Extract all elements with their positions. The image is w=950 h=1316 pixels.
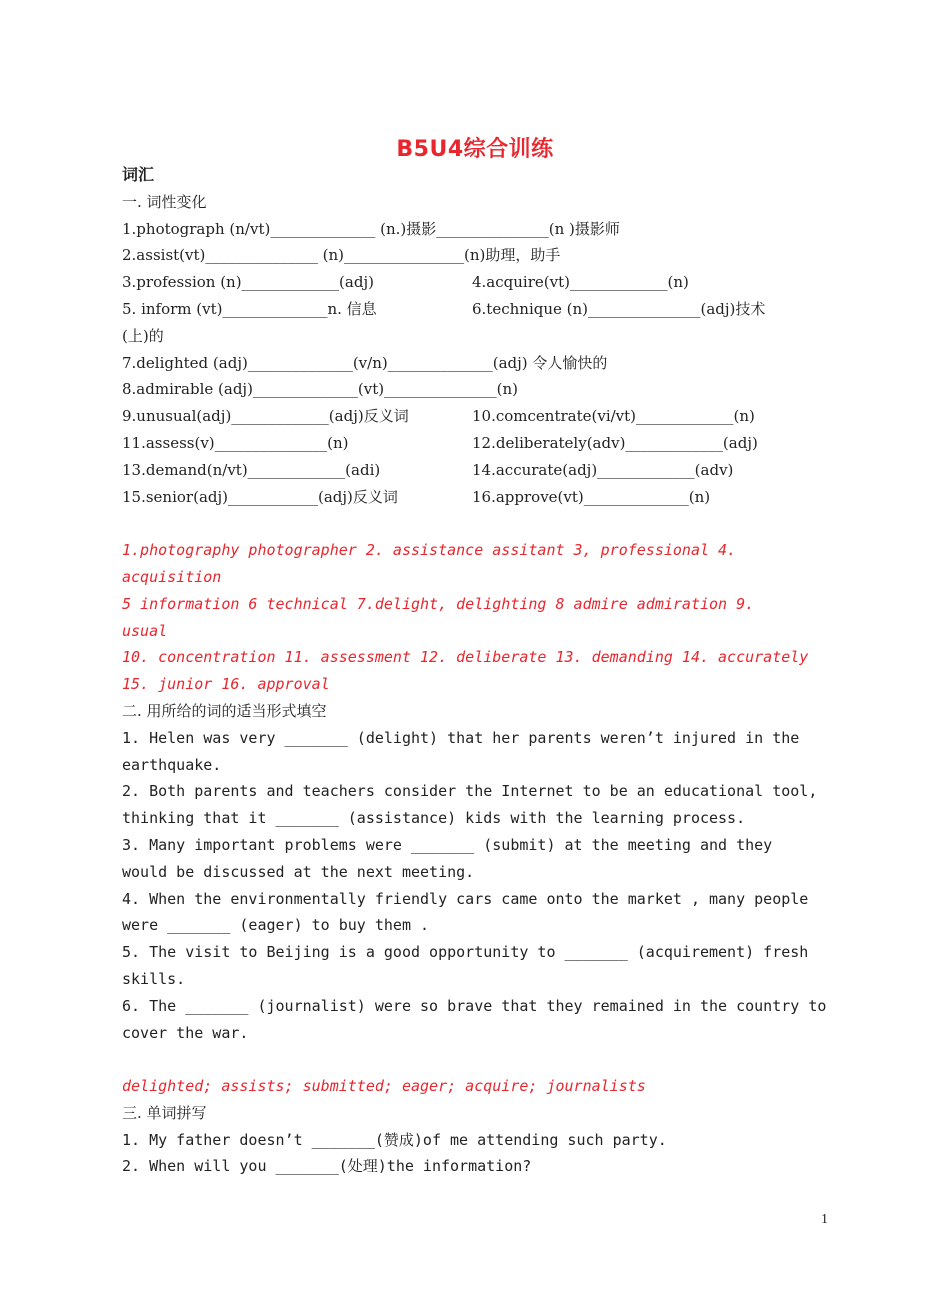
answer-line: acquisition	[122, 567, 222, 586]
exercise-line	[122, 269, 828, 296]
exercise-item: 5. inform (vt)______________n. 信息	[122, 299, 377, 318]
exercise-item: 12.deliberately(adv)_____________(adj)	[472, 433, 758, 452]
spacer	[122, 510, 828, 537]
exercise-line: (上)的	[122, 326, 164, 345]
exercise-line	[122, 296, 828, 323]
exercise-line: 1. My father doesn’t _______(赞成)of me attending such party.	[122, 1130, 667, 1149]
exercise-item: 14.accurate(adj)_____________(adv)	[472, 460, 734, 479]
exercise-line: would be discussed at the next meeting.	[122, 862, 475, 881]
answer-line: 10. concentration 11. assessment 12. deliberate 13. demanding 14. accurately	[122, 648, 809, 667]
document-body	[122, 162, 828, 1180]
exercise-item: 11.assess(v)_______________(n)	[122, 433, 349, 452]
exercise-line: 3. Many important problems were _______ (submit) at the meeting and they	[122, 835, 773, 854]
exercise-line: 1. Helen was very _______ (delight) that her parents weren’t injured in the	[122, 728, 800, 747]
answer-line: 1.photography photographer 2. assistance assitant 3, professional 4.	[122, 541, 737, 560]
exercise-line: 1.photograph (n/vt)______________ (n.)摄影_______________(n )摄影师	[122, 219, 620, 238]
exercise-line	[122, 430, 828, 457]
exercise-line	[122, 457, 828, 484]
exercise-item: 10.comcentrate(vi/vt)_____________(n)	[472, 407, 755, 426]
part2-heading: 二. 用所给的词的适当形式填空	[122, 701, 327, 720]
exercise-line: 5. The visit to Beijing is a good opportunity to _______ (acquirement) fresh	[122, 943, 809, 962]
exercise-item: 6.technique (n)_______________(adj)技术	[472, 299, 766, 318]
page-number: 1	[821, 1212, 828, 1227]
exercise-line: 7.delighted (adj)______________(v/n)______________(adj) 令人愉快的	[122, 353, 608, 372]
exercise-item: 4.acquire(vt)_____________(n)	[472, 273, 689, 292]
answer-line: 15. junior 16. approval	[122, 675, 330, 694]
spacer	[122, 1046, 828, 1073]
exercise-line: 8.admirable (adj)______________(vt)_______________(n)	[122, 380, 519, 399]
exercise-line: thinking that it _______ (assistance) kids with the learning process.	[122, 809, 746, 828]
part1-heading: 一. 词性变化	[122, 192, 207, 211]
section-heading-vocab: 词汇	[122, 165, 155, 184]
exercise-line: 2. Both parents and teachers consider the Internet to be an educational tool,	[122, 782, 818, 801]
exercise-item: 15.senior(adj)____________(adj)反义词	[122, 487, 398, 506]
exercise-line	[122, 403, 828, 430]
exercise-line: 4. When the environmentally friendly cars came onto the market , many people	[122, 889, 809, 908]
exercise-item: 9.unusual(adj)_____________(adj)反义词	[122, 407, 409, 426]
exercise-line	[122, 484, 828, 511]
exercise-line: earthquake.	[122, 755, 222, 774]
exercise-line: were _______ (eager) to buy them .	[122, 916, 430, 935]
document-title: B5U4综合训练	[396, 137, 554, 162]
answer-line: usual	[122, 621, 168, 640]
part3-heading: 三. 单词拼写	[122, 1103, 207, 1122]
answer-line: 5 information 6 technical 7.delight, delighting 8 admire admiration 9.	[122, 594, 755, 613]
exercise-line: 2. When will you _______(处理)the information?	[122, 1157, 532, 1176]
exercise-line: skills.	[122, 969, 186, 988]
exercise-line: cover the war.	[122, 1023, 249, 1042]
exercise-line: 6. The _______ (journalist) were so brave that they remained in the country to	[122, 996, 827, 1015]
exercise-line: 2.assist(vt)_______________ (n)________________(n)助理，助手	[122, 246, 561, 265]
exercise-item: 16.approve(vt)______________(n)	[472, 487, 711, 506]
exercise-item: 3.profession (n)_____________(adj)	[122, 273, 374, 292]
answer-line: delighted; assists; submitted; eager; acquire; journalists	[122, 1077, 646, 1096]
exercise-item: 13.demand(n/vt)_____________(adi)	[122, 460, 381, 479]
